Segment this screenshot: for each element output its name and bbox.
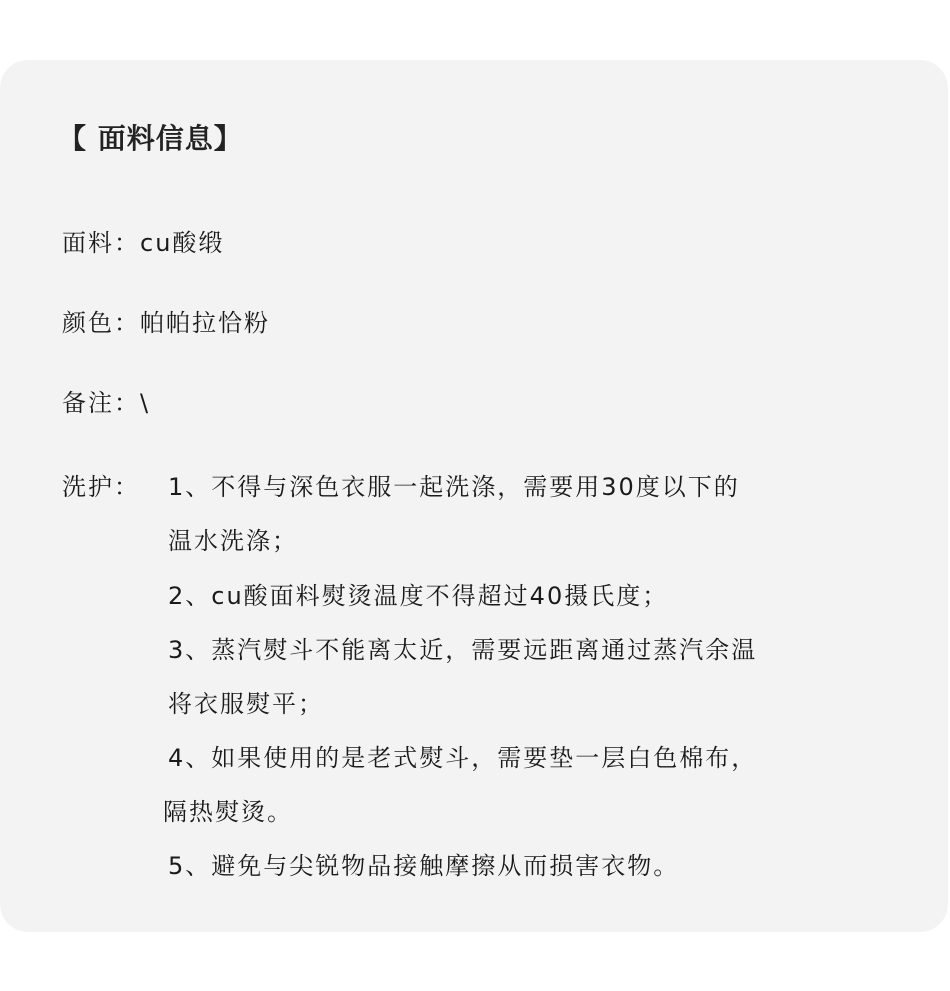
care-line-4: 4、如果使用的是老式熨斗，需要垫一层白色棉布， bbox=[168, 744, 758, 772]
care-line-2: 2、cu酸面料熨烫温度不得超过40摄氏度； bbox=[168, 582, 669, 610]
note-row bbox=[62, 386, 150, 420]
care-line-4-cont: 隔热熨烫。 bbox=[163, 798, 293, 826]
care-line-1-cont: 温水洗涤； bbox=[168, 527, 298, 555]
color-row bbox=[62, 306, 270, 340]
color-label: 颜色： bbox=[62, 309, 140, 337]
care-line-3-cont: 将衣服熨平； bbox=[168, 690, 324, 718]
care-label: 洗护： bbox=[62, 473, 140, 501]
fabric-value: cu酸缎 bbox=[140, 229, 225, 257]
fabric-label: 面料： bbox=[62, 229, 140, 257]
section-title: 【 面料信息】 bbox=[58, 122, 243, 155]
fabric-row bbox=[62, 226, 224, 260]
note-value: \ bbox=[140, 389, 151, 417]
note-label: 备注： bbox=[62, 389, 140, 417]
color-value: 帕帕拉恰粉 bbox=[140, 309, 270, 337]
care-line-3: 3、蒸汽熨斗不能离太近，需要远距离通过蒸汽余温 bbox=[168, 636, 758, 664]
care-line-1: 1、不得与深色衣服一起洗涤，需要用30度以下的 bbox=[168, 473, 740, 501]
care-line-5: 5、避免与尖锐物品接触摩擦从而损害衣物。 bbox=[168, 852, 680, 880]
